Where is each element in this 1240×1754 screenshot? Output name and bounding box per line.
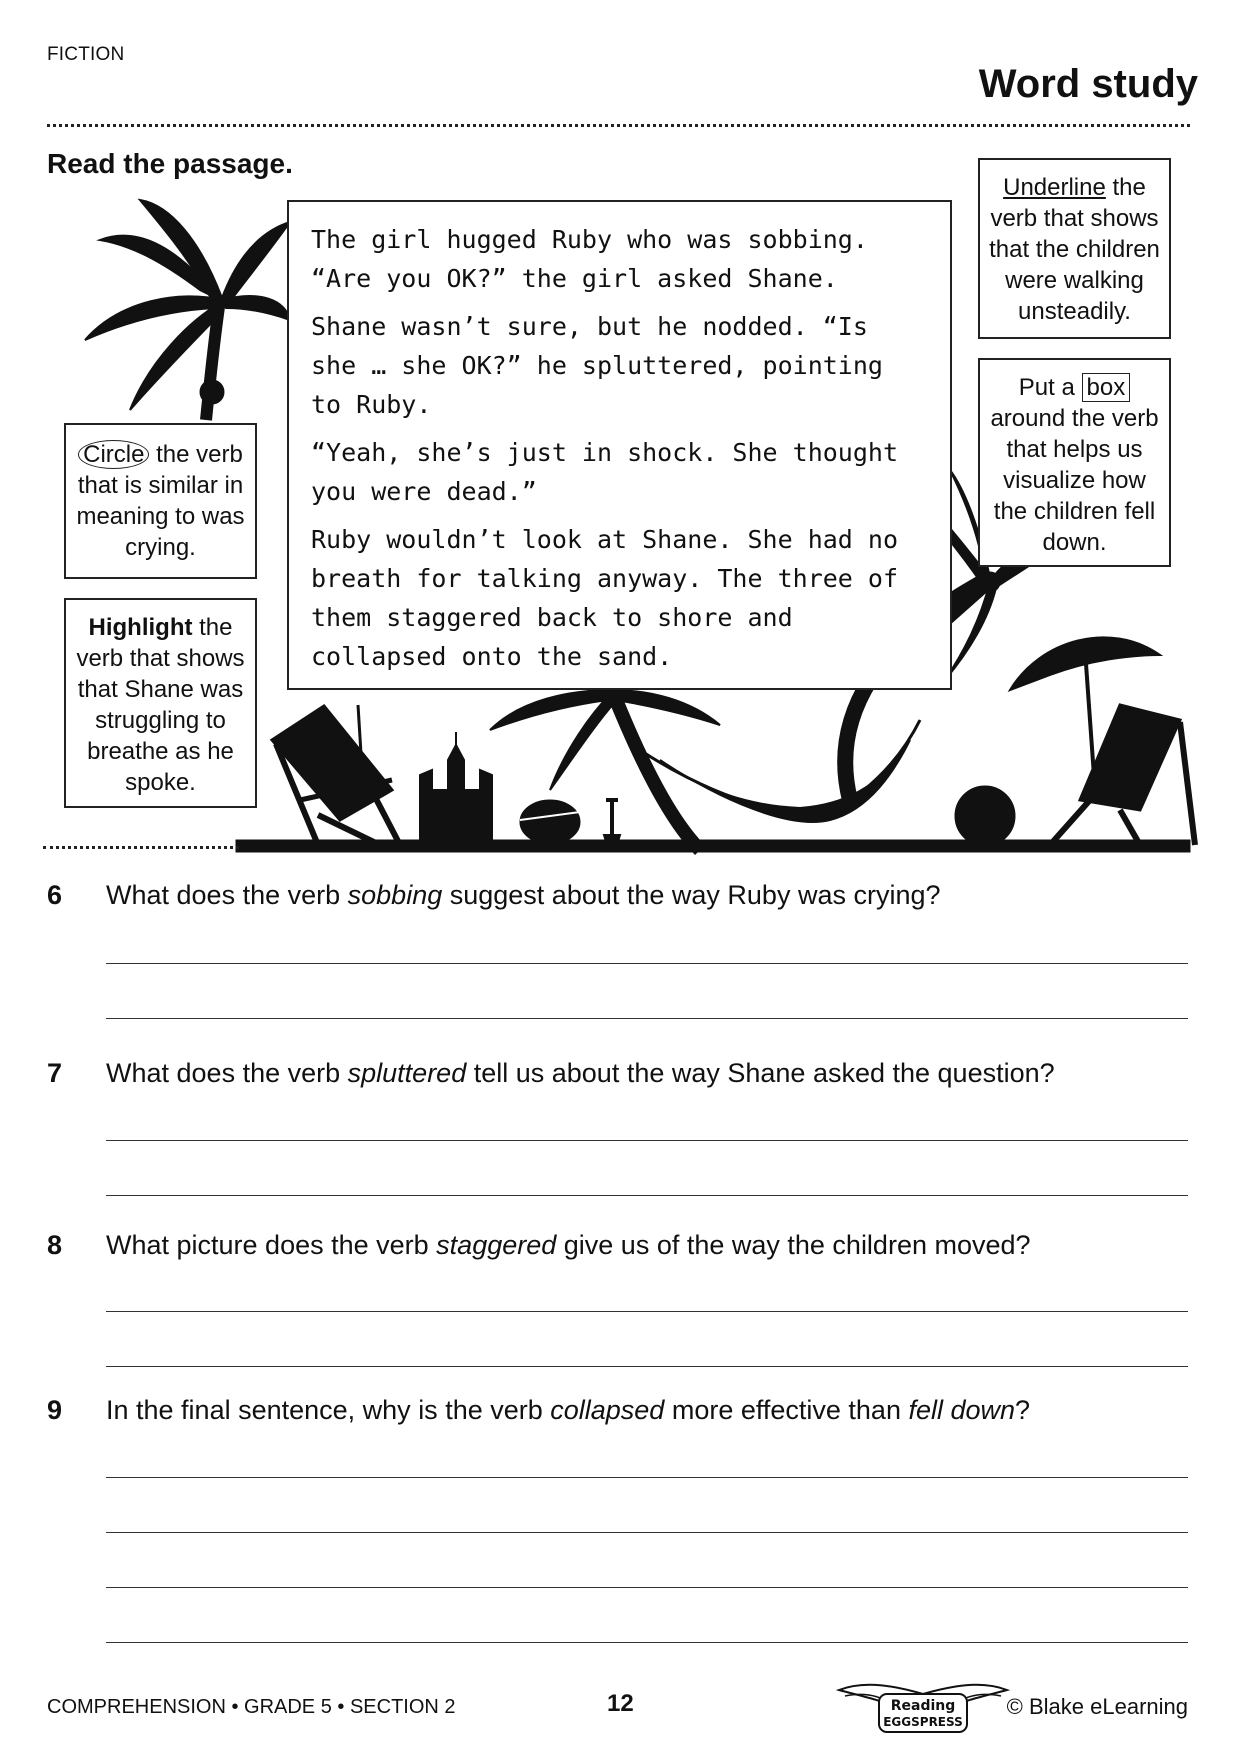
deck-chair-icon	[272, 705, 400, 845]
answer-line[interactable]	[106, 1140, 1188, 1141]
palm-tree-icon	[85, 200, 290, 420]
question	[47, 1058, 1190, 1092]
instruction: Read the passage.	[47, 148, 293, 179]
page-number: 12	[607, 1690, 634, 1717]
task-text: Put a	[1018, 374, 1082, 401]
task-circle-box	[64, 423, 257, 579]
passage-box	[287, 200, 952, 690]
passage-paragraph: The girl hugged Ruby who was sobbing. “Are you OK?” the girl asked Shane.	[311, 225, 868, 293]
task-box-box	[978, 358, 1171, 567]
question-number: 7	[47, 1058, 63, 1088]
svg-text:Reading: Reading	[890, 1698, 956, 1714]
header-divider	[47, 124, 1190, 127]
question-number: 9	[47, 1395, 63, 1425]
task-highlight-box	[64, 598, 257, 808]
question-number: 8	[47, 1230, 63, 1260]
beach-ball-icon	[955, 786, 1015, 846]
answer-line[interactable]	[106, 1587, 1188, 1588]
answer-line[interactable]	[106, 1642, 1188, 1643]
bucket-icon	[520, 800, 580, 844]
question	[47, 880, 1190, 914]
task-text: the verb that shows that the children were walking unsteadily.	[989, 174, 1160, 325]
question-text: What picture does the verb staggered give us of the way the children moved?	[106, 1230, 1031, 1260]
question	[47, 1395, 1190, 1429]
passage-paragraph: “Yeah, she’s just in shock. She thought you were dead.”	[311, 438, 898, 506]
task-underline-box	[978, 158, 1171, 339]
task-text: around the verb that helps us visualize how the children fell down.	[990, 405, 1159, 556]
answer-line[interactable]	[106, 1366, 1188, 1367]
answer-line[interactable]	[106, 1532, 1188, 1533]
hammock-icon	[640, 720, 920, 822]
reading-eggspress-logo	[835, 1676, 1011, 1736]
answer-line[interactable]	[106, 1477, 1188, 1478]
task-keyword-circle: Circle	[78, 440, 149, 469]
question-number: 6	[47, 880, 63, 910]
question-text: What does the verb spluttered tell us about the way Shane asked the question?	[106, 1058, 1055, 1088]
task-keyword-highlight: Highlight	[88, 614, 193, 641]
section-divider	[43, 846, 239, 849]
task-text: the verb that shows that Shane was struggling to breathe as he spoke.	[76, 614, 245, 796]
question	[47, 1230, 1190, 1264]
answer-line[interactable]	[106, 1195, 1188, 1196]
task-keyword-underline: Underline	[1003, 174, 1106, 201]
footer-course-label: COMPREHENSION • GRADE 5 • SECTION 2	[47, 1696, 456, 1718]
sandcastle-icon	[420, 732, 492, 845]
answer-line[interactable]	[106, 1018, 1188, 1019]
answer-line[interactable]	[106, 1311, 1188, 1312]
passage-paragraph: Shane wasn’t sure, but he nodded. “Is she … she OK?” he spluttered, pointing to Ruby.	[311, 312, 883, 419]
passage-paragraph: Ruby wouldn’t look at Shane. She had no breath for talking anyway. The three of them staggered back to shore and collapsed onto the sand.	[311, 525, 898, 671]
answer-line[interactable]	[106, 963, 1188, 964]
task-text: the verb that is similar in meaning to was crying.	[76, 441, 245, 561]
copyright: © Blake eLearning	[1006, 1694, 1188, 1719]
task-keyword-box: box	[1082, 373, 1131, 402]
svg-text:EGGSPRESS: EGGSPRESS	[883, 1715, 963, 1729]
section-label: FICTION	[47, 44, 125, 65]
page-title: Word study	[978, 62, 1198, 106]
deck-chair-icon	[1050, 705, 1195, 845]
question-text: In the final sentence, why is the verb collapsed more effective than fell down?	[106, 1395, 1031, 1425]
question-text: What does the verb sobbing suggest about the way Ruby was crying?	[106, 880, 941, 910]
